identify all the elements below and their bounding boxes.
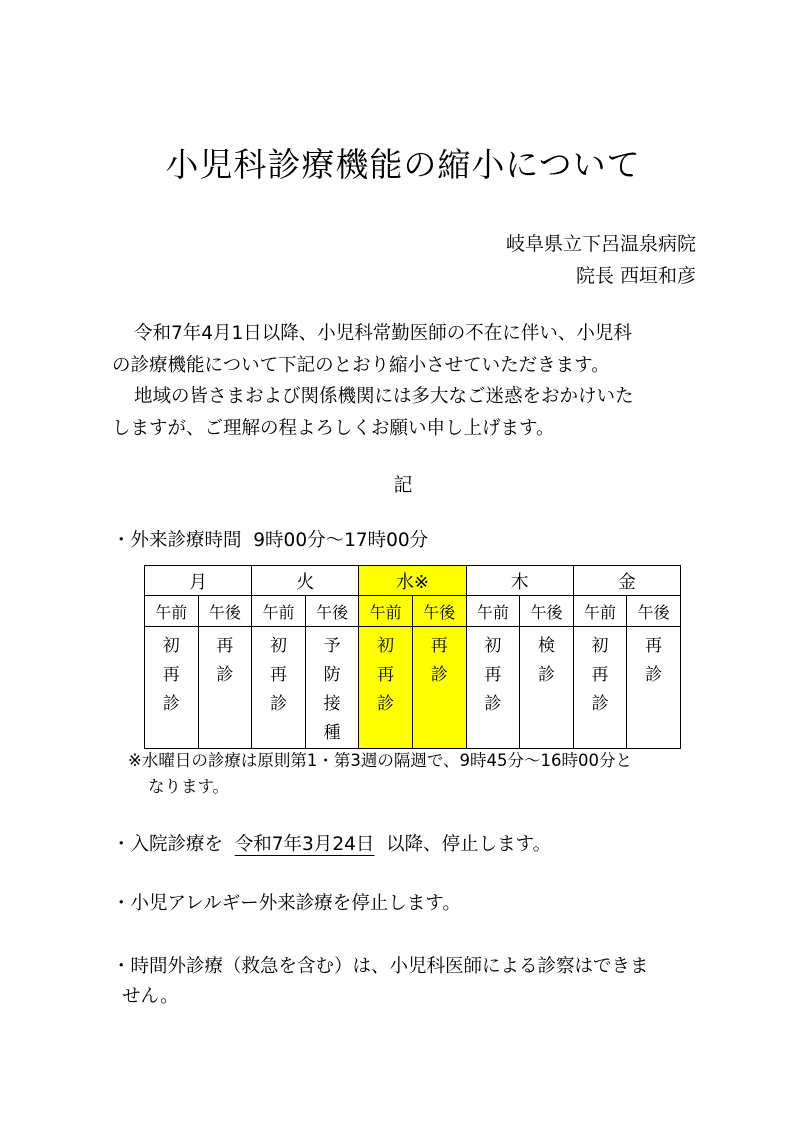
half-header: 午後	[198, 596, 252, 627]
day-header: 水※	[359, 566, 466, 596]
service-label-char: 予	[323, 636, 341, 656]
inpatient-line	[112, 831, 551, 859]
service-label-char: 診	[591, 694, 609, 714]
half-header: 午後	[627, 596, 681, 627]
after-hours-line-1: ・時間外診療（救急を含む）は、小児科医師による診察はできま	[112, 956, 649, 977]
half-header: 午前	[252, 596, 306, 627]
half-header: 午後	[412, 596, 466, 627]
paragraph-2-line-2: しますが、ご理解の程よろしくお願い申し上げます。	[112, 418, 555, 439]
after-hours-block	[112, 952, 649, 1012]
half-header: 午前	[466, 596, 520, 627]
service-label-char: 再	[269, 665, 287, 685]
service-label-char: 初	[269, 636, 287, 656]
service-label	[199, 627, 252, 690]
service-label	[467, 627, 520, 719]
schedule-half-row	[145, 596, 681, 627]
service-label	[520, 627, 573, 690]
inpatient-suffix: 以降、停止します。	[386, 834, 552, 855]
service-cell	[520, 627, 574, 749]
service-label-char: 診	[430, 665, 448, 685]
service-label-char: 診	[162, 694, 180, 714]
service-label	[252, 627, 305, 719]
service-label	[574, 627, 627, 719]
service-label	[306, 627, 359, 748]
service-label-char: 診	[537, 665, 555, 685]
weekly-schedule-table	[144, 565, 681, 749]
service-cell	[627, 627, 681, 749]
outpatient-hours: 9時00分～17時00分	[253, 530, 429, 551]
half-header: 午前	[145, 596, 199, 627]
half-header: 午後	[305, 596, 359, 627]
notice-paragraph-1	[112, 318, 712, 382]
paragraph-1-line-2: の診療機能について下記のとおり縮小させていただきます。	[112, 355, 610, 376]
wednesday-note	[128, 748, 728, 800]
service-label-char: 再	[645, 636, 663, 656]
wednesday-note-line-2: なります。	[148, 777, 230, 796]
inpatient-stop-date: 令和7年3月24日	[234, 834, 375, 855]
schedule-day-row	[145, 566, 681, 596]
after-hours-line-2: せん。	[122, 986, 179, 1007]
inpatient-prefix: ・入院診療を	[112, 834, 224, 855]
service-cell	[252, 627, 306, 749]
service-cell	[466, 627, 520, 749]
half-header: 午前	[359, 596, 413, 627]
service-label-char: 再	[430, 636, 448, 656]
service-label-char: 接	[323, 694, 341, 714]
day-header: 金	[573, 566, 680, 596]
hospital-name: 岐阜県立下呂温泉病院	[505, 233, 696, 255]
page-title: 小児科診療機能の縮小について	[165, 145, 641, 184]
service-label	[413, 627, 466, 690]
service-label-char: 検	[537, 636, 555, 656]
service-label-char: 診	[216, 665, 234, 685]
paragraph-2-line-1: 地域の皆さまおよび関係機関には多大なご迷惑をおかけいた	[134, 386, 634, 407]
service-cell	[573, 627, 627, 749]
service-label-char: 再	[216, 636, 234, 656]
day-header: 火	[252, 566, 359, 596]
service-label-char: 初	[484, 636, 502, 656]
service-cell	[198, 627, 252, 749]
outpatient-label: ・外来診療時間	[112, 530, 242, 551]
service-label	[145, 627, 198, 719]
schedule-service-row	[145, 627, 681, 749]
service-label	[359, 627, 412, 719]
service-label-char: 再	[377, 665, 395, 685]
ki-heading: 記	[393, 474, 413, 496]
half-header: 午後	[520, 596, 574, 627]
wednesday-note-line-1: ※水曜日の診療は原則第1・第3週の隔週で、9時45分～16時00分と	[128, 751, 632, 770]
service-label-char: 防	[323, 665, 341, 685]
allergy-line: ・小児アレルギー外来診療を停止します。	[112, 893, 461, 914]
paragraph-1-line-1: 令和7年4月1日以降、小児科常勤医師の不在に伴い、小児科	[134, 323, 632, 344]
service-label-char: 診	[645, 665, 663, 685]
service-cell	[412, 627, 466, 749]
day-header: 木	[466, 566, 573, 596]
service-label	[627, 627, 680, 690]
day-header: 月	[145, 566, 252, 596]
service-label-char: 再	[591, 665, 609, 685]
service-cell	[359, 627, 413, 749]
service-label-char: 初	[162, 636, 180, 656]
service-label-char: 初	[377, 636, 395, 656]
service-label-char: 診	[377, 694, 395, 714]
service-cell	[145, 627, 199, 749]
outpatient-hours-line	[112, 527, 428, 555]
half-header: 午前	[573, 596, 627, 627]
service-label-char: 初	[591, 636, 609, 656]
service-cell	[305, 627, 359, 749]
service-label-char: 診	[484, 694, 502, 714]
service-label-char: 再	[162, 665, 180, 685]
director-name: 院長 西垣和彦	[575, 265, 696, 287]
service-label-char: 診	[269, 694, 287, 714]
notice-paragraph-2	[112, 381, 712, 445]
service-label-char: 再	[484, 665, 502, 685]
service-label-char: 種	[323, 723, 341, 743]
